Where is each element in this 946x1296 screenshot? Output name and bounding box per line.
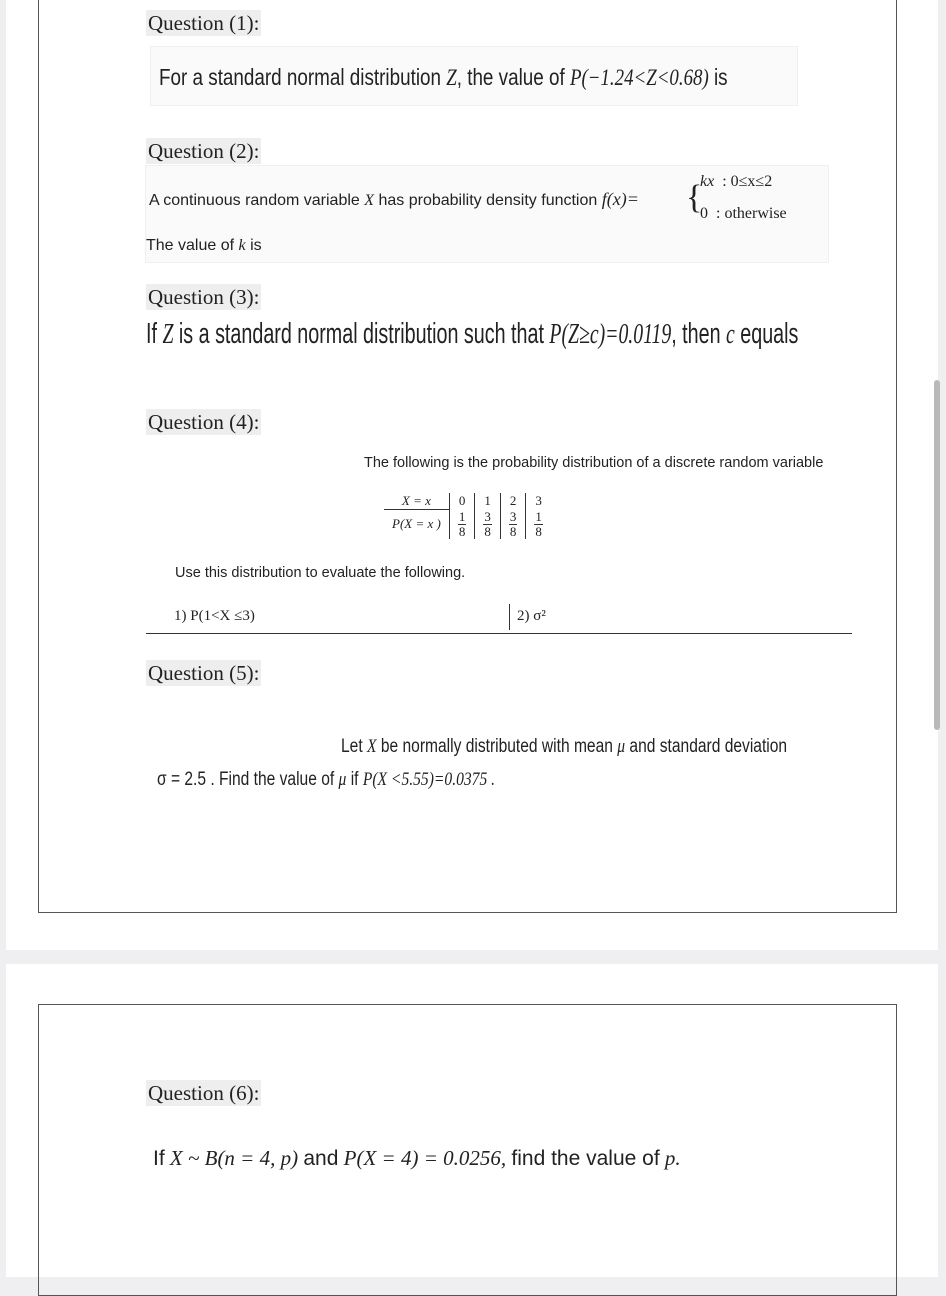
question-4-part-1: 1) P(1<X ≤3) — [174, 608, 255, 624]
p-value-3: $\frac{1}{8}$ — [526, 510, 551, 539]
question-2-line-2: The value of k is — [146, 237, 262, 254]
question-5-heading: Question (5): — [148, 661, 260, 685]
question-4-intro: The following is the probability distribution of a discrete random variable — [364, 455, 824, 471]
x-value-3: 3 — [526, 493, 551, 510]
question-5-line-2: σ = 2.5 . Find the value of μ if P(X <5.55)=0.0375 . — [157, 769, 496, 790]
question-4-part-2: 2) σ² — [517, 608, 546, 624]
x-label: X = x — [384, 493, 449, 510]
question-1-text: For a standard normal distribution Z, the value of P(−1.24<Z<0.68) is — [159, 64, 728, 90]
distribution-table — [384, 493, 551, 539]
x-value-2: 2 — [500, 493, 526, 510]
question-4-heading: Question (4): — [148, 410, 260, 434]
question-6-text: If X ~ B(n = 4, p) and P(X = 4) = 0.0256, find the value of p. — [153, 1146, 681, 1170]
question-6-heading: Question (6): — [148, 1081, 260, 1105]
question-2-heading: Question (2): — [148, 139, 260, 163]
piecewise-case-2: 0 : otherwise — [700, 205, 787, 222]
question-3-heading: Question (3): — [148, 285, 260, 309]
x-value-0: 0 — [449, 493, 475, 510]
p-value-0: $\frac{1}{8}$ — [449, 510, 475, 539]
x-value-1: 1 — [475, 493, 501, 510]
piecewise-brace: { — [686, 179, 703, 216]
p-value-1: $\frac{3}{8}$ — [475, 510, 501, 539]
piecewise-case-1: kx : 0≤x≤2 — [700, 173, 773, 190]
part-divider — [509, 604, 510, 630]
question-1-heading: Question (1): — [148, 11, 260, 35]
question-4-instructions: Use this distribution to evaluate the following. — [175, 565, 466, 581]
question-3-text: If Z is a standard normal distribution such that P(Z≥c)=0.0119, then c equals — [146, 318, 799, 350]
p-label: P(X = x ) — [392, 516, 441, 532]
scrollbar[interactable] — [934, 380, 940, 730]
question-5-line-1: Let X be normally distributed with mean μ and standard deviation — [341, 736, 788, 757]
section-rule — [146, 633, 852, 634]
question-2-text: A continuous random variable X has probability density function f(x)= — [149, 189, 639, 209]
p-value-2: $\frac{3}{8}$ — [500, 510, 526, 539]
